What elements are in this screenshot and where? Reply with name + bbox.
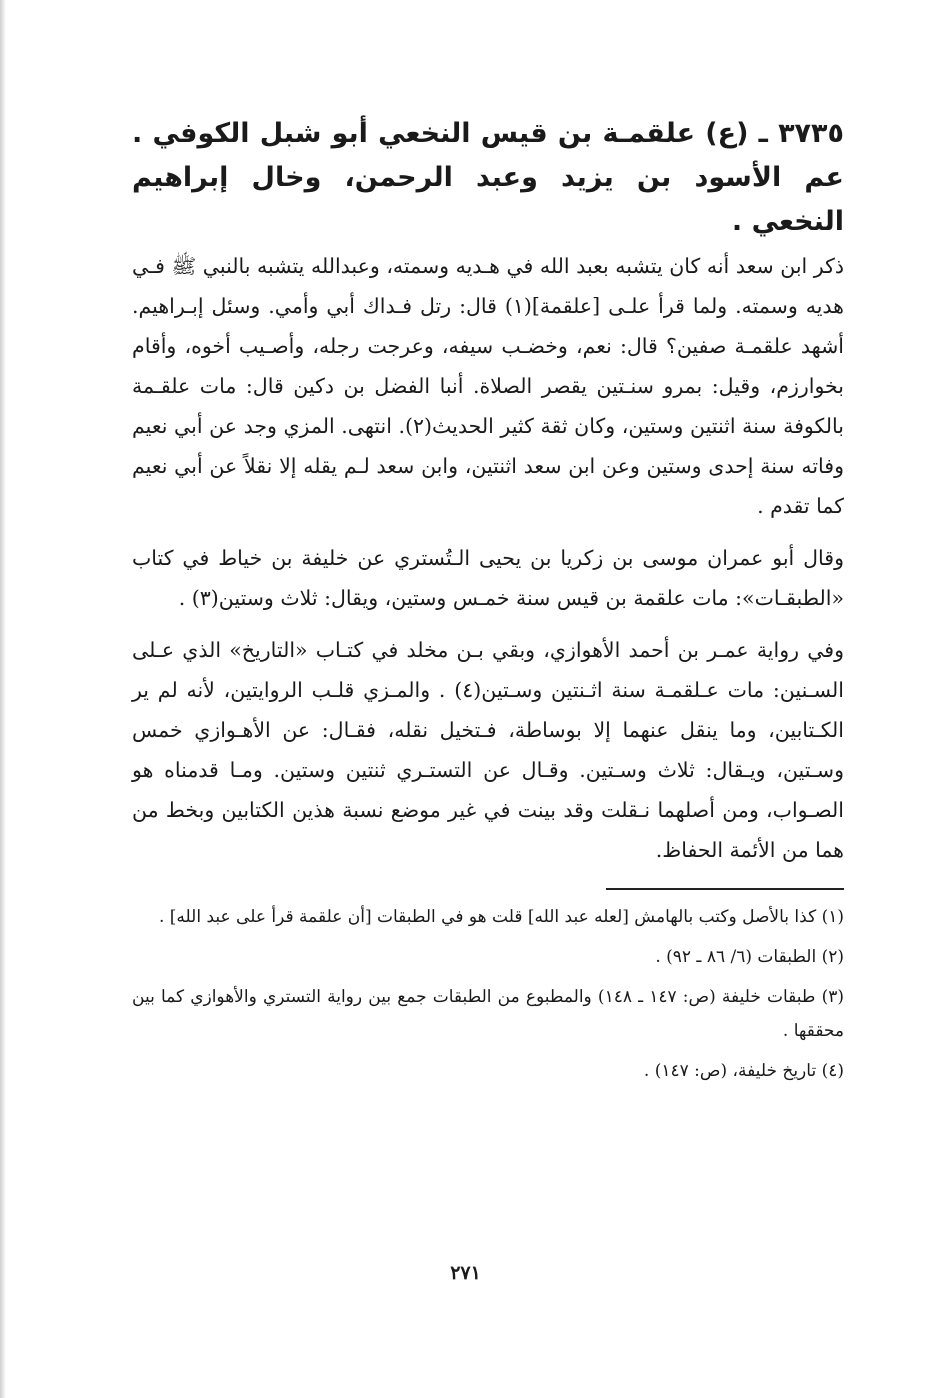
page-number: ٢٧١ [450, 1262, 481, 1284]
paragraph-tustari: وقال أبو عمران موسى بن زكريا بن يحيى الـتُستري عن خليفة بن خياط في كتاب «الطبقـات»: مات علقمة بن قيس سنة خمـس وستين، ويقال: ثلاث وستين(٣) . [132, 546, 844, 610]
entry-heading: ٣٧٣٥ ـ (ع) علقمـة بن قيس النخعي أبو شبل الكوفي . عم الأسود بن يزيد وعبد الرحمن، وخال إبراهيم النخعي . [132, 118, 844, 237]
paragraph-ahwazi: وفي رواية عمـر بن أحمد الأهوازي، وبقي بـن مخلد في كتـاب «التاريخ» الذي عـلى السـنين: مات عـلقمـة سنة اثـنتين وسـتين(٤) . والمـزي قلـب الروايتين، لأنه لم ير الكـتابين، وما ينقل عنهما إلا بوساطة، فـتخيل نقله، فقـال: عن الأهـوازي خمس وسـتين، ويـقال: ثلاث وسـتين. وقـال عن التستـري ثنتين وستين. ومـا قدمناه هو الصـواب، ومن أصلهما نـقلت وقد بينت في غير موضع نسبة هذين الكتابين وبخط من هما من الأئمة الحفاظ. [132, 638, 844, 862]
footnote-4: (٤) تاريخ خليفة، (ص: ١٤٧) . [643, 1061, 844, 1081]
page-body [132, 112, 844, 1094]
footnote-divider [606, 888, 844, 890]
scan-edge [0, 0, 6, 1398]
footnote-3: (٣) طبقات خليفة (ص: ١٤٧ ـ ١٤٨) والمطبوع من الطبقات جمع بين رواية التستري والأهوازي كما بين محققها . [132, 987, 844, 1041]
footnote-2: (٢) الطبقات (٦/ ٨٦ ـ ٩٢) . [655, 947, 844, 967]
footnote-1: (١) كذا بالأصل وكتب بالهامش [لعله عبد الله] قلت هو في الطبقات [أن علقمة قرأ على عبد الله] . [158, 907, 844, 927]
paragraph-ibn-saad: ذكر ابن سعد أنه كان يتشبه بعبد الله في هـديه وسمته، وعبدالله يتشبه بالنبي ﷺ فـي هديه وسمته. ولما قرأ علـى [علقمة](١) قال: رتل فـداك أبي وأمي. وسئل إبـراهيم. أشهد علقمـة صفين؟ قال: نعم، وخضـب سيفه، وعرجت رجله، وأصـيب أخوه، وأقام بخوارزم، وقيل: بمرو سنـتين يقصر الصلاة. أنبا الفضل بن دكين قال: مات علقـمة بالكوفة سنة اثنتين وستين، وكان ثقة كثير الحديث(٢). انتهى. المزي وجد عن أبي نعيم وفاته سنة إحدى وستين وعن ابن سعد اثنتين، وابن سعد لـم يقله إلا نقلاً عن أبي نعيم كما تقدم . [132, 254, 845, 518]
